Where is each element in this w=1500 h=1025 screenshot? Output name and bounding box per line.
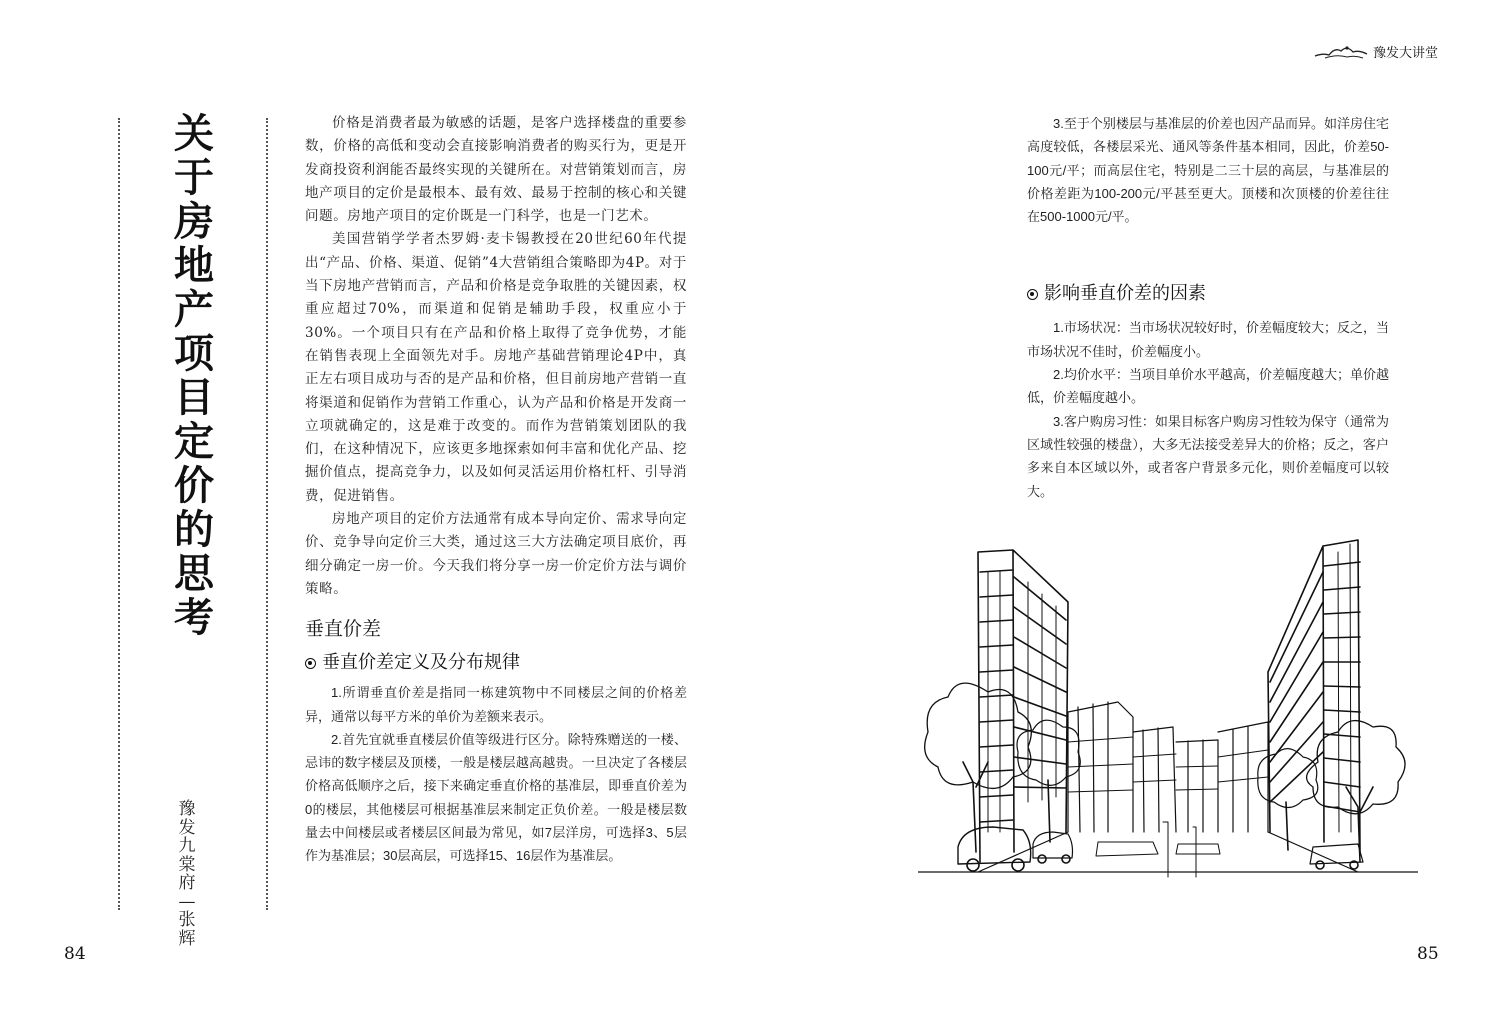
body-paragraph: 3.至于个别楼层与基准层的价差也因产品而异。如洋房住宅高度较低，各楼层采光、通风等条件基本相同，因此，价差50-100元/平；而高层住宅，特别是二三十层的高层，与基准层的价格差距为100-200元/平甚至更大。顶楼和次顶楼的价差往往在500-1000元/平。 xyxy=(1027,116,1389,225)
title-rule-right xyxy=(266,118,268,910)
title-rule-left xyxy=(118,118,120,910)
section-body xyxy=(305,681,687,867)
subsection-heading xyxy=(305,649,687,677)
factor-item: 2.均价水平：当项目单价水平越高，价差幅度越大；单价越低，价差幅度越小。 xyxy=(1027,367,1389,406)
right-page-body xyxy=(1027,112,1389,503)
street-sketch-icon xyxy=(918,532,1418,902)
subsection-heading-text: 影响垂直价差的因素 xyxy=(1044,283,1206,305)
subsection-heading-text: 垂直价差定义及分布规律 xyxy=(322,652,520,674)
left-page-body xyxy=(305,112,687,868)
section-heading: 垂直价差 xyxy=(305,618,382,641)
subsection-heading xyxy=(1027,280,1389,308)
header-title: 豫发大讲堂 xyxy=(1372,45,1438,61)
article-title: 关于房地产项目定价的思考 xyxy=(174,111,214,641)
page-header xyxy=(1308,38,1438,64)
page-number-right: 85 xyxy=(1417,944,1439,964)
factor-item: 1.市场状况：当市场状况较好时，价差幅度较大；反之，当市场状况不佳时，价差幅度小。 xyxy=(1027,320,1389,359)
body-paragraph: 1.所谓垂直价差是指同一栋建筑物中不同楼层之间的价格差异，通常以每平方米的单价为差额来表示。 xyxy=(305,685,687,724)
intro-paragraph: 美国营销学学者杰罗姆·麦卡锡教授在20世纪60年代提出“产品、价格、渠道、促销”4大营销组合策略即为4P。对于当下房地产营销而言，产品和价格是竞争取胜的关键因素，权重应超过70%，而渠道和促销是辅助手段，权重应小于30%。一个项目只有在产品和价格上取得了竞争优势，才能在销售表现上全面领先对手。房地产基础营销理论4P中，真正左右项目成功与否的是产品和价格，但目前房地产营销一直将渠道和促销作为营销工作重心，认为产品和价格是开发商一立项就确定的，这是难于改变的。而作为营销策划团队的我们，在这种情况下，应该更多地探索如何丰富和优化产品、挖掘价值点，提高竞争力，以及如何灵活运用价格杠杆、引导消费，促进销售。 xyxy=(305,231,687,504)
intro-paragraph: 价格是消费者最为敏感的话题，是客户选择楼盘的重要参数，价格的高低和变动会直接影响消费者的购买行为，更是开发商投资利润能否最终实现的关键所在。对营销策划而言，房地产项目的定价是最根本、最有效、最易于控制的核心和关键问题。房地产项目的定价既是一门科学，也是一门艺术。 xyxy=(305,115,687,225)
intro-section xyxy=(305,112,687,601)
article-author: 豫发九棠府—张辉 xyxy=(178,799,196,949)
factor-item: 3.客户购房习性：如果目标客户购房习性较为保守（通常为区域性较强的楼盘），大多无法接受差异大的价格；反之，客户多来自本区域以外，或者客户背景多元化，则价差幅度可以较大。 xyxy=(1027,413,1389,499)
intro-paragraph: 房地产项目的定价方法通常有成本导向定价、需求导向定价、竞争导向定价三大类，通过这三大方法确定项目底价，再细分确定一房一价。今天我们将分享一房一价定价方法与调价策略。 xyxy=(305,511,687,597)
factor-list xyxy=(1027,316,1389,502)
bullet-icon xyxy=(305,658,316,669)
mountain-logo-icon xyxy=(1313,41,1369,61)
body-paragraph: 2.首先宜就垂直楼层价值等级进行区分。除特殊赠送的一楼、忌讳的数字楼层及顶楼，一般是楼层越高越贵。一旦决定了各楼层价格高低顺序之后，接下来确定垂直价格的基准层，即垂直价差为0的楼层，其他楼层可根据基准层来制定正负价差。一般是楼层数量去中间楼层或者楼层区间最为常见，如7层洋房，可选择3、5层作为基准层；30层高层，可选择15、16层作为基准层。 xyxy=(305,731,687,864)
page-number-left: 84 xyxy=(64,944,86,964)
bullet-icon xyxy=(1027,289,1038,300)
right-top-body xyxy=(1027,112,1389,228)
